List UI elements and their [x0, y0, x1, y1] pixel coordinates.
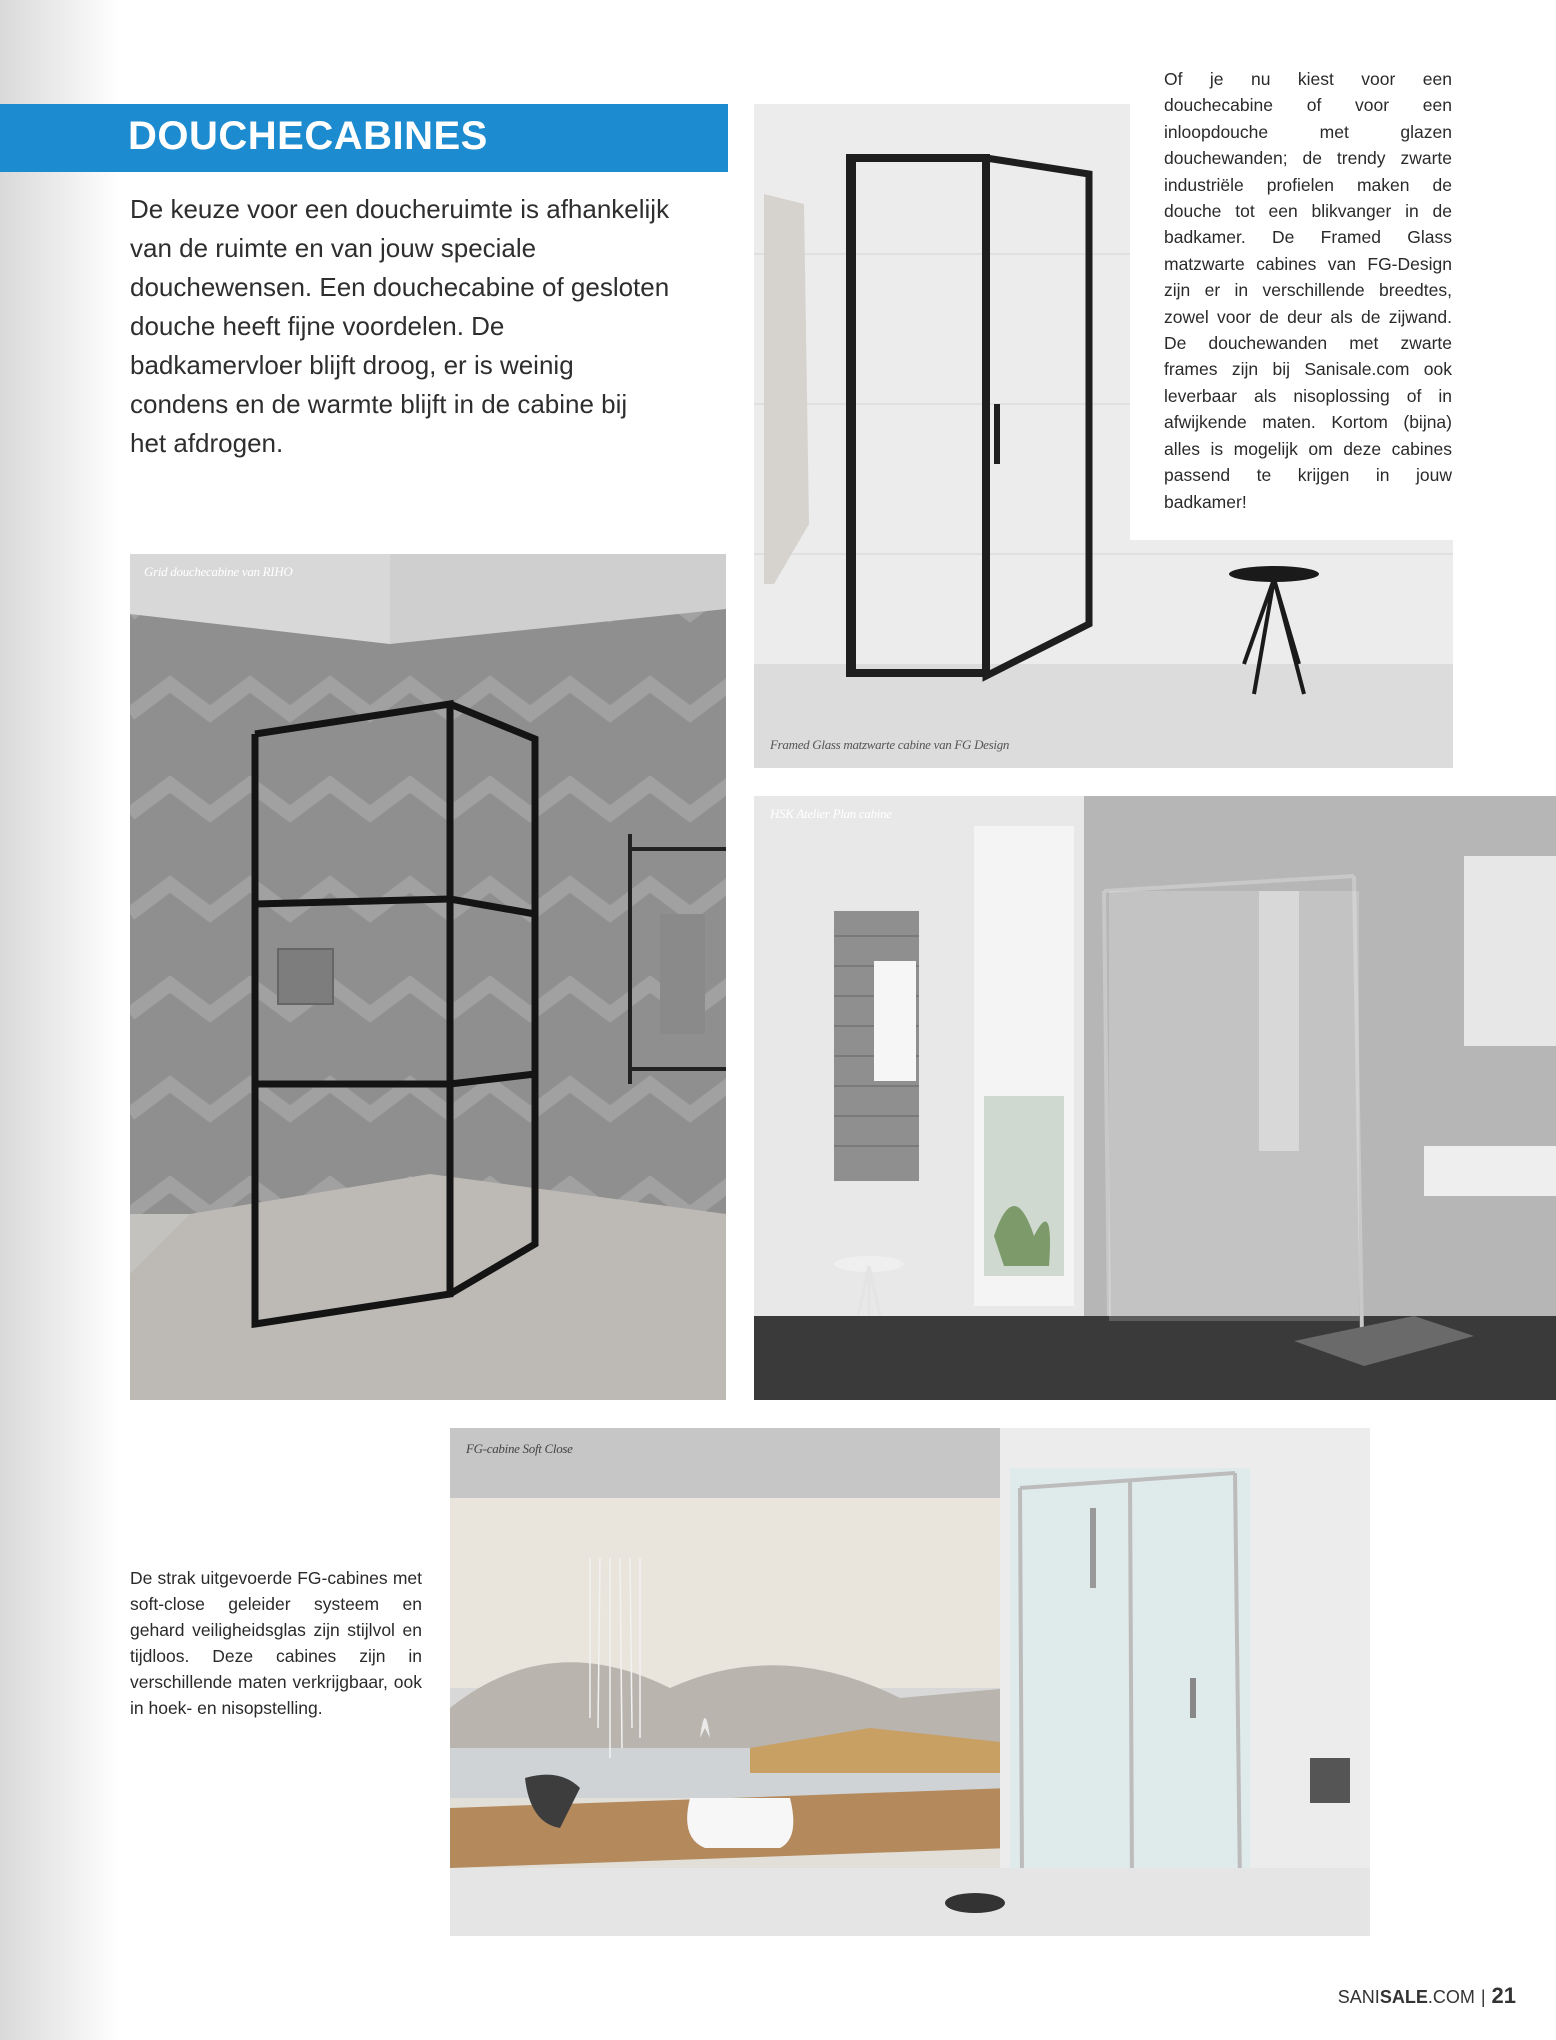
photo-soft-close: [450, 1428, 1370, 1936]
footer-separator: |: [1480, 1987, 1486, 2007]
footer-brand: [1338, 1987, 1475, 2007]
photo-grid-cabine: [130, 554, 726, 1400]
intro-paragraph: De keuze voor een doucheruimte is afhankelijk van de ruimte en van jouw speciale douchewensen. Een douchecabine of gesloten douche heeft fijne voordelen. De badkamervloer blijft droog, er is weinig condens en de warmte blijft in de cabine bij het afdrogen.: [130, 194, 670, 458]
bottom-paragraph: De strak uitgevoerde FG-cabines met soft-close geleider systeem en gehard veiligheidsglas zijn stijlvol en tijdloos. Deze cabines zijn in verschillende maten verkrijgbaar, ook in hoek- en nisopstelling.: [130, 1568, 422, 1718]
photo-hsk-atelier: [754, 796, 1556, 1400]
caption-photo3: HSK Atelier Plan cabine: [770, 806, 892, 821]
caption-photo4: FG-cabine Soft Close: [466, 1441, 573, 1456]
page-title: DOUCHECABINES: [128, 114, 488, 158]
side-paragraph: Of je nu kiest voor een douchecabine of voor een inloopdouche met glazen douchewanden; de trendy zwarte industriële profielen maken de douche tot een blikvanger in de badkamer. De Framed Glass matzwarte cabines van FG-Design zijn er in verschillende breedtes, zowel voor de deur als de zijwand. De douchewanden met zwarte frames zijn bij Sanisale.com ook leverbaar als nisoplossing of in afwijkende maten. Kortom (bijna) alles is mogelijk om deze cabines passend te krijgen in jouw badkamer!: [1164, 69, 1452, 512]
page-number: 21: [1491, 1983, 1516, 2008]
page-edge-shade: [0, 0, 120, 2040]
brand-post: .COM: [1427, 1987, 1475, 2007]
brand-bold: SALE: [1379, 1987, 1428, 2007]
caption-photo1: Grid douchecabine van RIHO: [144, 564, 293, 579]
caption-photo2: Framed Glass matzwarte cabine van FG Design: [770, 737, 1010, 752]
page-footer: [1338, 1983, 1516, 2009]
brand-pre: SANI: [1337, 1987, 1380, 2007]
